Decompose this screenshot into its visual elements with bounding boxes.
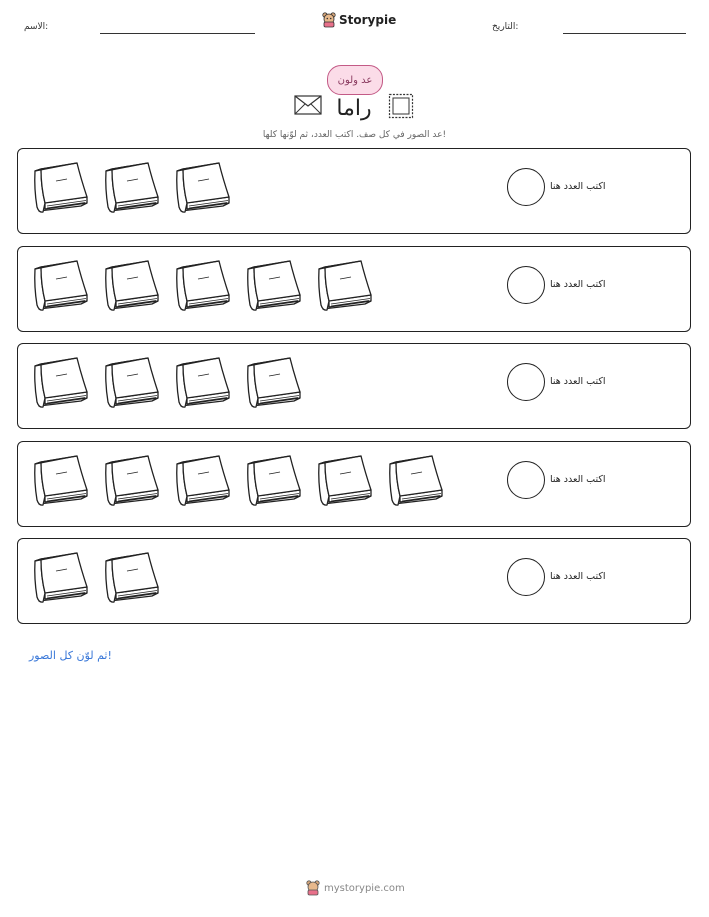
bear-logo-icon	[306, 880, 320, 896]
book-icon[interactable]	[242, 257, 304, 317]
write-number-label: اكتب العدد هنا	[550, 278, 606, 290]
name-label: الاسم:	[24, 22, 49, 32]
book-icon[interactable]	[100, 159, 162, 219]
book-icon[interactable]	[313, 452, 375, 512]
title-badge: عد ولون	[327, 65, 383, 95]
counting-row	[17, 246, 691, 332]
date-label: التاريخ:	[492, 22, 519, 32]
book-icon[interactable]	[242, 354, 304, 414]
book-icon[interactable]	[29, 257, 91, 317]
instructions: عد الصور في كل صف. اكتب العدد، ثم لوّنها كلها!	[262, 130, 447, 140]
book-icon[interactable]	[171, 452, 233, 512]
book-icon[interactable]	[384, 452, 446, 512]
book-icon[interactable]	[29, 452, 91, 512]
book-icon[interactable]	[171, 257, 233, 317]
book-icon[interactable]	[29, 549, 91, 609]
counting-row	[17, 538, 691, 624]
counting-row	[17, 441, 691, 527]
footer-note: ثم لوّن كل الصور!	[29, 649, 112, 662]
brand-logo	[322, 12, 396, 28]
book-icon[interactable]	[100, 452, 162, 512]
name-line[interactable]	[100, 33, 255, 34]
answer-circle[interactable]	[507, 168, 545, 206]
brand-name: Storypie	[339, 13, 397, 27]
book-icon[interactable]	[242, 452, 304, 512]
book-icon[interactable]	[171, 159, 233, 219]
date-line[interactable]	[563, 33, 686, 34]
write-number-label: اكتب العدد هنا	[550, 376, 606, 387]
write-number-label: اكتب العدد هنا	[550, 181, 606, 192]
title-word: راما	[336, 96, 372, 121]
book-icon[interactable]	[29, 159, 91, 219]
book-icon[interactable]	[100, 257, 162, 317]
answer-circle[interactable]	[507, 363, 545, 401]
counting-row	[17, 343, 691, 429]
site-footer	[306, 880, 405, 896]
envelope-icon	[294, 95, 322, 115]
book-icon[interactable]	[171, 354, 233, 414]
book-icon[interactable]	[100, 549, 162, 609]
site-url: mystorypie.com	[324, 882, 405, 894]
answer-circle[interactable]	[507, 461, 545, 499]
counting-row	[17, 148, 691, 234]
book-icon[interactable]	[29, 354, 91, 414]
stamp-icon	[388, 93, 414, 119]
book-icon[interactable]	[100, 354, 162, 414]
write-number-label: اكتب العدد هنا	[550, 473, 606, 485]
book-icon[interactable]	[313, 257, 375, 317]
write-number-label: اكتب العدد هنا	[550, 571, 606, 582]
answer-circle[interactable]	[507, 558, 545, 596]
answer-circle[interactable]	[507, 266, 545, 304]
bear-logo-icon	[322, 12, 336, 28]
